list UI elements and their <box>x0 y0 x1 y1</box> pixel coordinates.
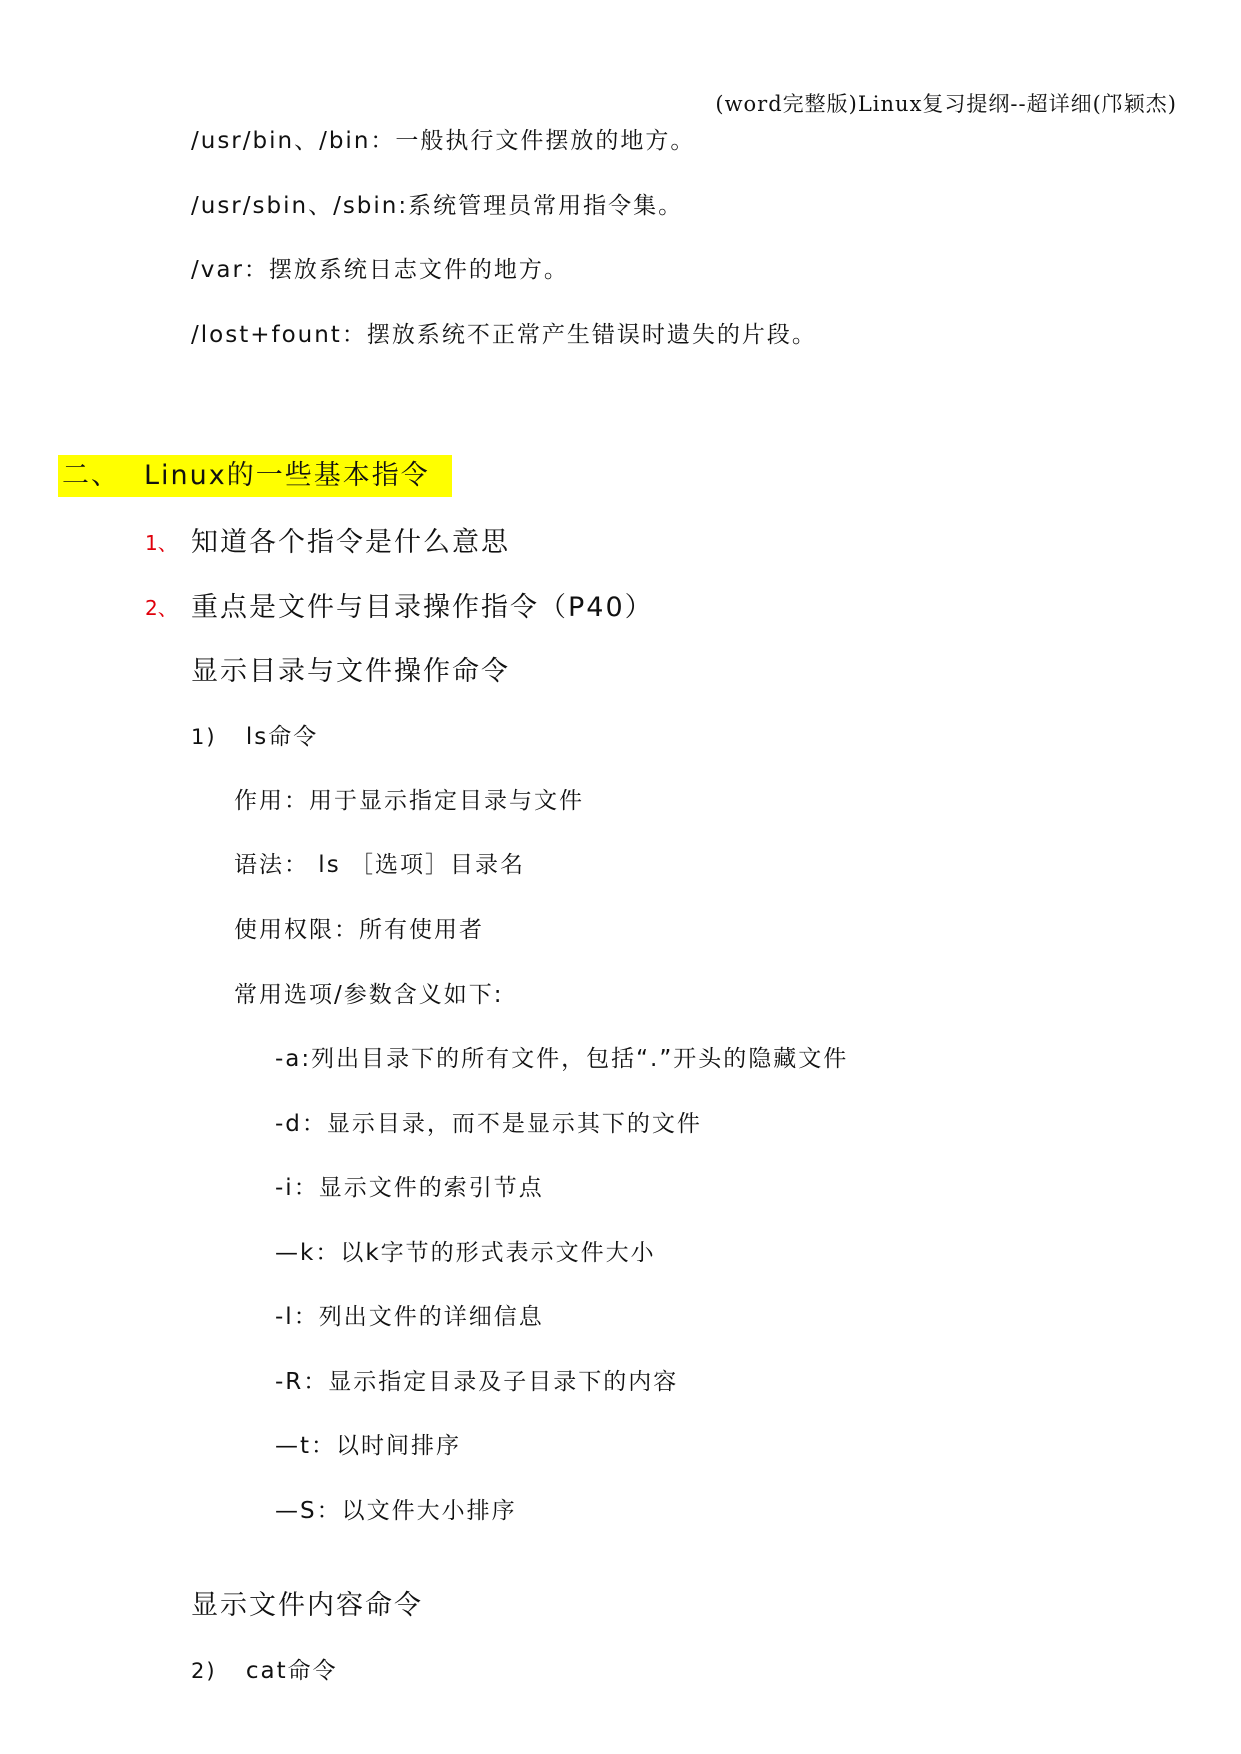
section-number: 二、 <box>62 460 120 491</box>
ls-option: -l：列出文件的详细信息 <box>275 1304 544 1330</box>
list-item-number: 2、 <box>145 596 178 620</box>
cat-number: 2) <box>191 1659 217 1683</box>
ls-option: -a:列出目录下的所有文件，包括“.”开头的隐藏文件 <box>275 1046 849 1072</box>
section-heading <box>58 455 452 497</box>
list-item-text: 重点是文件与目录操作指令（P40） <box>191 592 654 623</box>
list-item-text: 知道各个指令是什么意思 <box>191 527 510 558</box>
ls-syntax: 语法： ls ［选项］目录名 <box>234 852 525 878</box>
ls-number: 1) <box>191 725 217 749</box>
ls-permission: 使用权限：所有使用者 <box>234 917 484 943</box>
list-item-number: 1、 <box>145 531 178 555</box>
ls-option: -d：显示目录，而不是显示其下的文件 <box>275 1111 702 1137</box>
ls-options-intro: 常用选项/参数含义如下: <box>234 982 504 1008</box>
dir-line-bin: /usr/bin、/bin：一般执行文件摆放的地方。 <box>191 128 696 154</box>
dir-line-var: /var：摆放系统日志文件的地方。 <box>191 257 569 283</box>
ls-title: ls命令 <box>245 724 319 750</box>
section-title: Linux的一些基本指令 <box>144 460 430 491</box>
ls-option: —t：以时间排序 <box>275 1433 462 1459</box>
ls-heading <box>191 718 318 751</box>
page-header: (word完整版)Linux复习提纲--超详细(邝颖杰) <box>715 92 1177 116</box>
dir-line-lost-found: /lost+fount：摆放系统不正常产生错误时遗失的片段。 <box>191 322 817 348</box>
ls-option: -i：显示文件的索引节点 <box>275 1175 544 1201</box>
subheading-directory-commands: 显示目录与文件操作命令 <box>191 656 510 687</box>
ls-usage: 作用：用于显示指定目录与文件 <box>234 788 584 814</box>
dir-line-sbin: /usr/sbin、/sbin:系统管理员常用指令集。 <box>191 193 684 219</box>
ls-option: —k：以k字节的形式表示文件大小 <box>275 1240 656 1266</box>
ls-option: -R：显示指定目录及子目录下的内容 <box>275 1369 679 1395</box>
ls-option: —S：以文件大小排序 <box>275 1498 517 1524</box>
subheading-file-content-commands: 显示文件内容命令 <box>191 1590 423 1621</box>
cat-heading <box>191 1652 338 1685</box>
cat-title: cat命令 <box>245 1658 338 1684</box>
